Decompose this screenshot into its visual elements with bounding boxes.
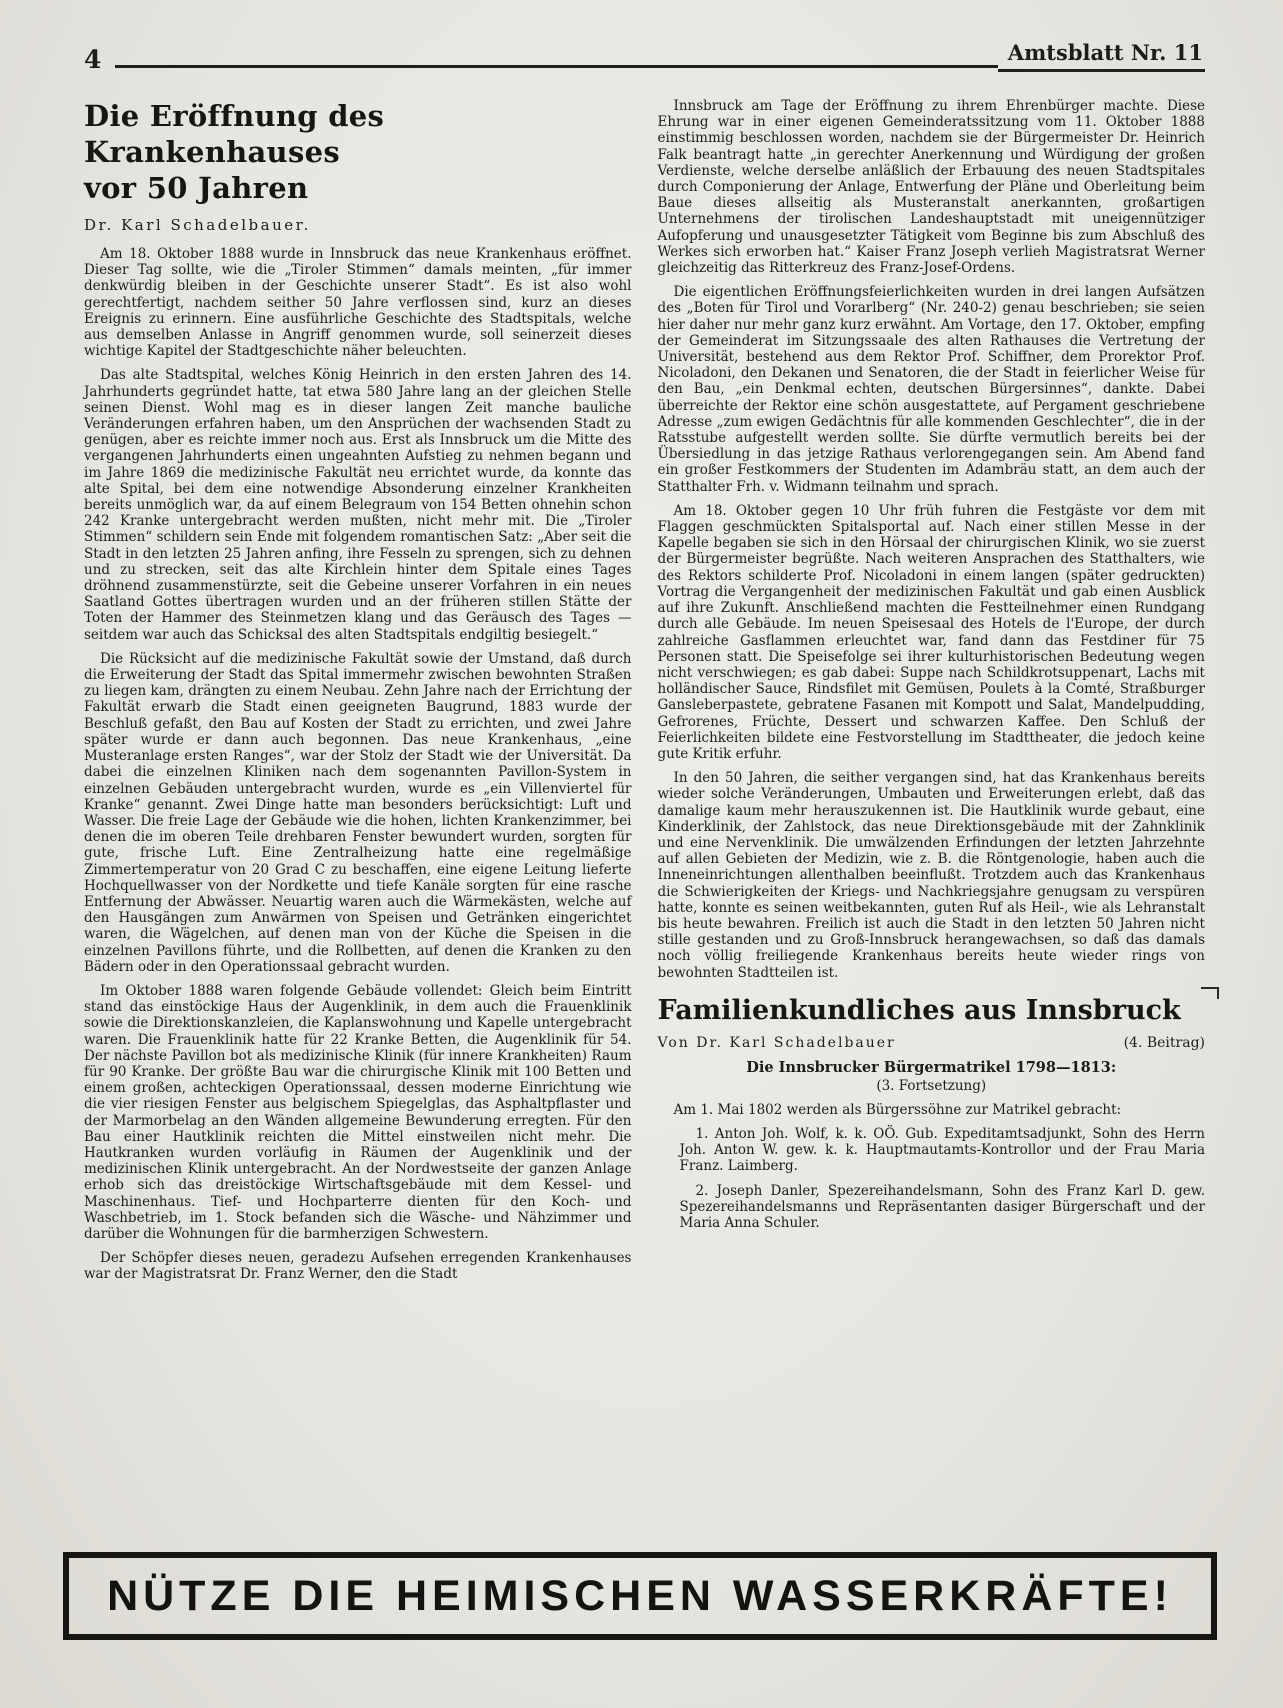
article1-paragraph: Am 18. Oktober gegen 10 Uhr früh fuhren die Festgäste vor dem mit Flaggen geschmückten Spitalsportal auf. Nach einer stillen Messe in der Kapelle begaben sie sich in den Hörsaal der chirurgischen Klinik, wo sie zuerst der Bürgermeister begrüßte. Nach weiteren Ansprachen des Statthalters, wie des Rektors schilderte Prof. Nicoladoni in einem langen (später gedruckten) Vortrag die Vergangenheit der medizinischen Fakultät und gab einen Ausblick auf ihre Zukunft. Anschließend machten die Festteilnehmer einen Rundgang durch alle Gebäude. Im neuen Speisesaal des Hotels de l'Europe, der durch zahlreiche Gasflammen erleuchtet war, fand dann das Festdiner für 75 Personen statt. Die Speisefolge sei ihrer kulturhistorischen Bedeutung wegen nicht verschwiegen; es gab dabei: Suppe nach Schildkrotsuppenart, Lachs mit holländischer Sauce, Rindsfilet mit Gemüsen, Poulets à la Comté, Straßburger Gansleberpastete, gebratene Fasanen mit Kompott und Salat, Mandelpudding, Gefrorenes, Früchte, Dessert und schwarzen Kaffee. Den Schluß der Feierlichkeiten bildete eine Festvorstellung im Stadttheater, die jedoch keine gute Kritik erfuhr. bbox=[657, 502, 1205, 762]
article2 bbox=[658, 995, 1206, 1231]
article2-subtitle-note: (3. Fortsetzung) bbox=[876, 1077, 987, 1094]
header-rule bbox=[115, 65, 997, 68]
article1-paragraph: Das alte Stadtspital, welches König Heinrich in den ersten Jahren des 14. Jahrhunderts gegründet hatte, tat etwa 580 Jahre lang an der gleichen Stelle seinen Dienst. Wohl mag es in dieser langen Zeit manche bauliche Veränderungen erfahren haben, um den Ansprüchen der wachsenden Stadt zu genügen, aber es reichte immer noch aus. Erst als Innsbruck um die Mitte des vergangenen Jahrhunderts einen ungeahnten Aufstieg zu nehmen begann und im Jahre 1869 die medizinische Fakultät neu errichtet wurde, da konnte das alte Spital, bei dem eine notwendige Absonderung einzelner Krankheiten bereits unmöglich war, da auf einem Belegraum von 154 Betten ohnehin schon 242 Kranke untergebracht werden mußten, nicht mehr mit. Die „Tiroler Stimmen“ schildern sein Ende mit folgendem romantischen Satz: „Aber seit die Stadt in den letzten 25 Jahren anfing, ihre Fesseln zu sprengen, sich zu dehnen und zu strecken, seit das alte Kirchlein hinter dem Spitale eines Tages dröhnend zusammenstürzte, seit die Gebeine unserer Vorfahren in ein neues Saatland Gottes übertragen wurden und an der früheren stillen Stätte der Toten der Hammer des Steinmetzen klang und das Geräusch des Tages — seitdem war auch das Schicksal des alten Stadtspitals endgiltig besiegelt.“ bbox=[84, 367, 632, 643]
matrikel-item: 1. Anton Joh. Wolf, k. k. OÖ. Gub. Expeditamtsadjunkt, Sohn des Herrn Joh. Anton W. gew. k. k. Hauptmautamts-Kontrollor und der Frau Maria Franz. Laimberg. bbox=[679, 1125, 1205, 1175]
article1-title-line2: vor 50 Jahren bbox=[84, 171, 309, 205]
article1-byline: Dr. Karl Schadelbauer. bbox=[84, 216, 311, 234]
matrikel-item: 2. Joseph Danler, Spezereihandelsmann, Sohn des Franz Karl D. gew. Spezereihandelsmanns und Repräsentanten dasiger Bürgerschaft und der Maria Anna Schuler. bbox=[679, 1182, 1205, 1231]
left-column bbox=[84, 98, 632, 1291]
article2-items bbox=[658, 1126, 1206, 1231]
article2-byline: Von Dr. Karl Schadelbauer bbox=[657, 1034, 896, 1051]
article1-paragraph: Der Schöpfer dieses neuen, geradezu Aufsehen erregenden Krankenhauses war der Magistratsrat Dr. Franz Werner, den die Stadt bbox=[84, 1250, 632, 1283]
masthead: Amtsblatt Nr. 11 bbox=[998, 42, 1205, 72]
article1-left-paragraphs bbox=[84, 246, 632, 1283]
article1-paragraph: In den 50 Jahren, die seither vergangen sind, hat das Krankenhaus bereits wieder solche Veränderungen, Umbauten und Erweiterungen erlebt, daß das damalige kaum mehr herauszukennen ist. Die Hautklinik wurde gebaut, eine Kinderklinik, der Zahlstock, das neue Direktionsgebäude mit der Zahnklinik und eine Nervenklinik. Die umwälzenden Erfindungen der letzten Jahrzehnte auf allen Gebieten der Medizin, wie z. B. die Röntgenologie, haben auch die Inneneinrichtungen allenthalben beeinflußt. Trotzdem auch das Krankenhaus die Schwierigkeiten der Kriegs- und Nachkriegsjahre genugsam zu verspüren hatte, konnte es seinen weitbekannten, guten Ruf als Heil-, wie als Lehranstalt bis heute bewahren. Freilich ist auch die Stadt in den letzten 50 Jahren nicht stille gestanden und zu Groß-Innsbruck herangewachsen, so daß das damals noch völlig freiliegende Krankenhaus bereits heute wieder rings von bewohnten Stadtteilen ist. bbox=[657, 770, 1205, 981]
article1-paragraph: Im Oktober 1888 waren folgende Gebäude vollendet: Gleich beim Eintritt stand das einstöckige Haus der Augenklinik, in dem auch die Frauenklinik sowie die Direktionskanzleien, die Kaplanswohnung und Kapelle untergebracht waren. Die Frauenklinik hatte für 22 Kranke Betten, die Augenklinik für 54. Der nächste Pavillon bot als medizinische Klinik (für innere Krankheiten) Raum für 90 Kranke. Der größte Bau war die chirurgische Klinik mit 100 Betten und einem großen, achteckigen Operationssaal, dessen moderne Einrichtung wie die vier riesigen Fenster aus belgischem Spiegelglas, das Asphaltpflaster und der Marmorbelag an den Wänden allgemeine Bewunderung erregten. Für den Bau einer Hautklinik reichten die Mittel einstweilen nicht mehr. Die Hautkranken wurden vorläufig in Räumen der Augenklinik und der medizinischen Klinik untergebracht. An der Nordwestseite der ganzen Anlage erhob sich das dreistöckige Wirtschaftsgebäude mit dem Kessel- und Maschinenhaus. Tief- und Hochparterre dienten für den Koch- und Waschbetrieb, im 1. Stock befanden sich die Wäsche- und Nähzimmer und darüber die Wohnungen für die barmherzigen Schwestern. bbox=[84, 982, 632, 1242]
advert-banner-text: NÜTZE DIE HEIMISCHEN WASSERKRÄFTE! bbox=[107, 1571, 1173, 1620]
article1-paragraph: Am 18. Oktober 1888 wurde in Innsbruck das neue Krankenhaus eröffnet. Dieser Tag sollte, wie die „Tiroler Stimmen“ damals meinten, „für immer denkwürdig bleiben in der Geschichte unserer Stadt“. Es ist also wohl gerechtfertigt, nachdem seither 50 Jahre verflossen sind, kurz an dieses Ereignis zu erinnern. Eine ausführliche Geschichte des Stadtspitals, welche aus demselben Anlasse in Angriff genommen wurde, soll seinerzeit dieses wichtige Kapitel der Stadtgeschichte näher beleuchten. bbox=[84, 246, 632, 360]
scan-artifact-mark bbox=[1201, 987, 1219, 999]
article1-title bbox=[84, 98, 632, 206]
right-column bbox=[658, 98, 1206, 1291]
article1-continuation-paragraph: Innsbruck am Tage der Eröffnung zu ihrem Ehrenbürger machte. Diese Ehrung war in einer eigenen Gemeinderatssitzung vom 11. Oktober 1888 einstimmig beschlossen worden, nachdem sie der Bürgermeister Dr. Heinrich Falk beantragt hatte „in gerechter Anerkennung und Würdigung der großen Verdienste, welche derselbe anläßlich der Erbauung des neuen Stadtspitales durch Componierung der Anlage, Entwerfung der Pläne und Oberleitung beim Baue dieses allseitig als Musteranstalt anerkannten, großartigen Unternehmens der tirolischen Landeshauptstadt mit uneigennütziger Aufopferung und unausgesetzter Tätigkeit vom Beginne bis zum Abschluß des Werkes sich erworben hat.“ Kaiser Franz Joseph verlieh Magistratsrat Werner gleichzeitig das Ritterkreuz des Franz-Josef-Ordens. bbox=[657, 98, 1205, 277]
article2-byline-note: (4. Beitrag) bbox=[1123, 1034, 1205, 1051]
article1-right-paragraphs bbox=[658, 284, 1206, 981]
article1-title-line1: Die Eröffnung des Krankenhauses bbox=[84, 99, 385, 169]
advert-banner bbox=[63, 1552, 1217, 1640]
article2-byline-row bbox=[658, 1035, 1206, 1051]
article1-paragraph: Die eigentlichen Eröffnungsfeierlichkeiten wurden in drei langen Aufsätzen des „Boten für Tirol und Vorarlberg“ (Nr. 240-2) genau beschrieben; sie seien hier daher nur mehr ganz kurz erwähnt. Am Vortage, den 17. Oktober, empfing der Gemeinderat im Sitzungssaale des alten Rathauses die Vertretung der Universität, bestehend aus dem Rektor Prof. Schiffner, dem Prorektor Prof. Nicoladoni, den Dekanen und Senatoren, die der Stadt in feierlicher Weise für den Bau, „ein Denkmal echten, deutschen Bürgersinnes“, dankte. Dabei überreichte der Rektor eine schön ausgestattete, auf Pergament geschriebene Adresse „zum ewigen Gedächtnis für alle kommenden Geschlechter“, die in der Ratsstube aufgestellt werden sollte. Sie dürfte vermutlich bereits bei der Übersiedlung in das jetzige Rathaus verlorengegangen sein. Am Abend fand ein großer Festkommers der Studenten im Adambräu statt, an dem auch der Statthalter Frh. v. Widmann teilnahm und sprach. bbox=[657, 284, 1205, 495]
columns bbox=[84, 98, 1205, 1291]
article2-subtitle: Die Innsbrucker Bürgermatrikel 1798—1813: bbox=[746, 1058, 1117, 1076]
article2-title: Familienkundliches aus Innsbruck bbox=[657, 994, 1181, 1026]
page-number: 4 bbox=[84, 45, 102, 74]
page-header bbox=[84, 42, 1205, 72]
article1-paragraph: Die Rücksicht auf die medizinische Fakultät sowie der Umstand, daß durch die Erweiterung der Stadt das Spital immermehr zwischen bewohnten Straßen zu liegen kam, drängten zu einem Neubau. Zehn Jahre nach der Errichtung der Fakultät erwarb die Stadt einen geeigneten Baugrund, 1883 wurde der Beschluß gefaßt, den Bau auf Kosten der Stadt zu errichten, und zwei Jahre später wurde er dann auch begonnen. Das neue Krankenhaus, „eine Musteranlage ersten Ranges“, war der Stolz der Stadt wie der Universität. Da dabei die einzelnen Kliniken nach dem sogenannten Pavillon-System in einzelnen Gebäuden untergebracht wurden, wurde es „ein Villenviertel für Kranke“ genannt. Zwei Dinge hatte man besonders berücksichtigt: Luft und Wasser. Die freie Lage der Gebäude wie die hohen, lichten Krankenzimmer, bei denen die im oberen Teile drehbaren Fenster bewundert wurden, sorgten für gute, frische Luft. Eine Zentralheizung hatte eine regelmäßige Zimmertemperatur von 20 Grad C zu beschaffen, eine eigene Leitung lieferte Hochquellwasser von der Nordkette und tiefe Kanäle sorgten für eine rasche Entfernung der Abwässer. Neuartig waren auch die Wärmekästen, welche auf den Hausgängen zum Anwärmen von Speisen und Getränken eingerichtet waren, die Wägelchen, auf denen man von der Küche die Speisen in die einzelnen Pavillons führte, und die Rollbetten, auf denen die Kranken zu den Bädern oder in den Operationssaal gebracht wurden. bbox=[84, 650, 632, 975]
article2-intro: Am 1. Mai 1802 werden als Bürgerssöhne zur Matrikel gebracht: bbox=[673, 1101, 1122, 1118]
